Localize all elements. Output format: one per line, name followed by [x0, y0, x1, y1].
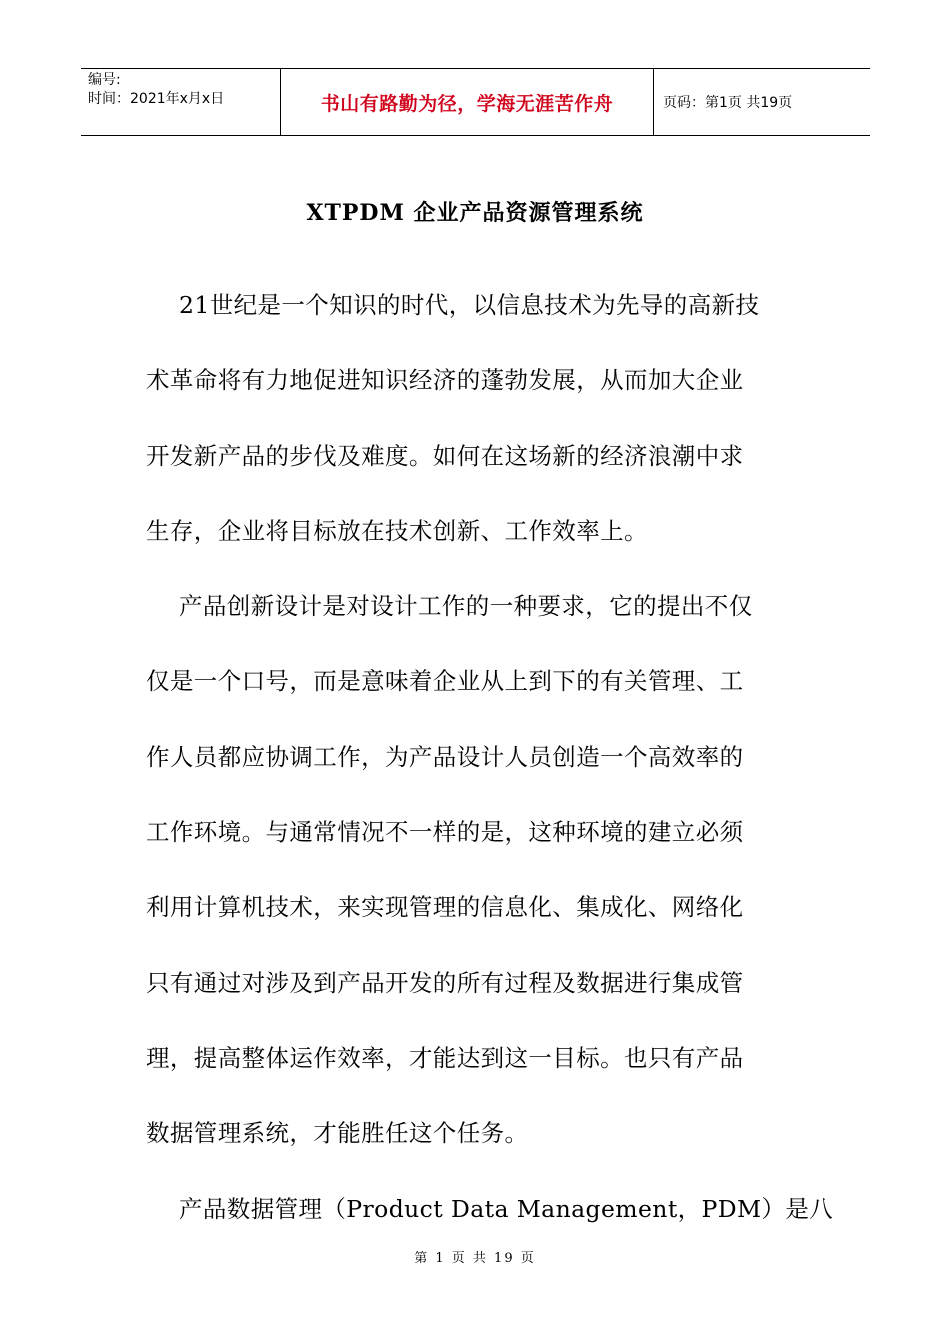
header-table [81, 68, 870, 136]
text-line: 生存，企业将目标放在技术创新、工作效率上。 [146, 516, 648, 545]
page-footer: 第 1 页 共 19 页 [414, 1251, 536, 1266]
text-line: 产品数据管理（Product Data Management，PDM）是八 [179, 1194, 834, 1223]
text-line: 理，提高整体运作效率，才能达到这一目标。也只有产品 [146, 1043, 744, 1072]
text-line: 利用计算机技术，来实现管理的信息化、集成化、网络化 [146, 893, 744, 922]
document-body [146, 285, 834, 1264]
document-title: XTPDM 企业产品资源管理系统 [306, 200, 644, 226]
text-line: 作人员都应协调工作，为产品设计人员创造一个高效率的 [146, 742, 744, 771]
motto-text: 书山有路勤为径，学海无涯苦作舟 [320, 92, 614, 115]
page-info-text: 页码：第1页 共19页 [663, 95, 793, 111]
text-line: 仅是一个口号，而是意味着企业从上到下的有关管理、工 [146, 667, 744, 696]
page-info-cell [654, 69, 870, 135]
text-line: 产品创新设计是对设计工作的一种要求，它的提出不仅 [179, 592, 753, 621]
motto-cell [281, 69, 654, 135]
text-line: 术革命将有力地促进知识经济的蓬勃发展，从而加大企业 [146, 366, 744, 395]
serial-label: 编号: [88, 72, 121, 88]
header-left-cell [81, 69, 281, 135]
time-label: 时间：2021年x月x日 [88, 91, 225, 107]
text-line: 数据管理系统，才能胜任这个任务。 [146, 1119, 529, 1148]
text-line: 21世纪是一个知识的时代，以信息技术为先导的高新技 [179, 291, 760, 319]
text-line: 工作环境。与通常情况不一样的是，这种环境的建立必须 [146, 818, 744, 847]
text-line: 只有通过对涉及到产品开发的所有过程及数据进行集成管 [146, 968, 744, 997]
text-line: 开发新产品的步伐及难度。如何在这场新的经济浪潮中求 [146, 441, 744, 470]
